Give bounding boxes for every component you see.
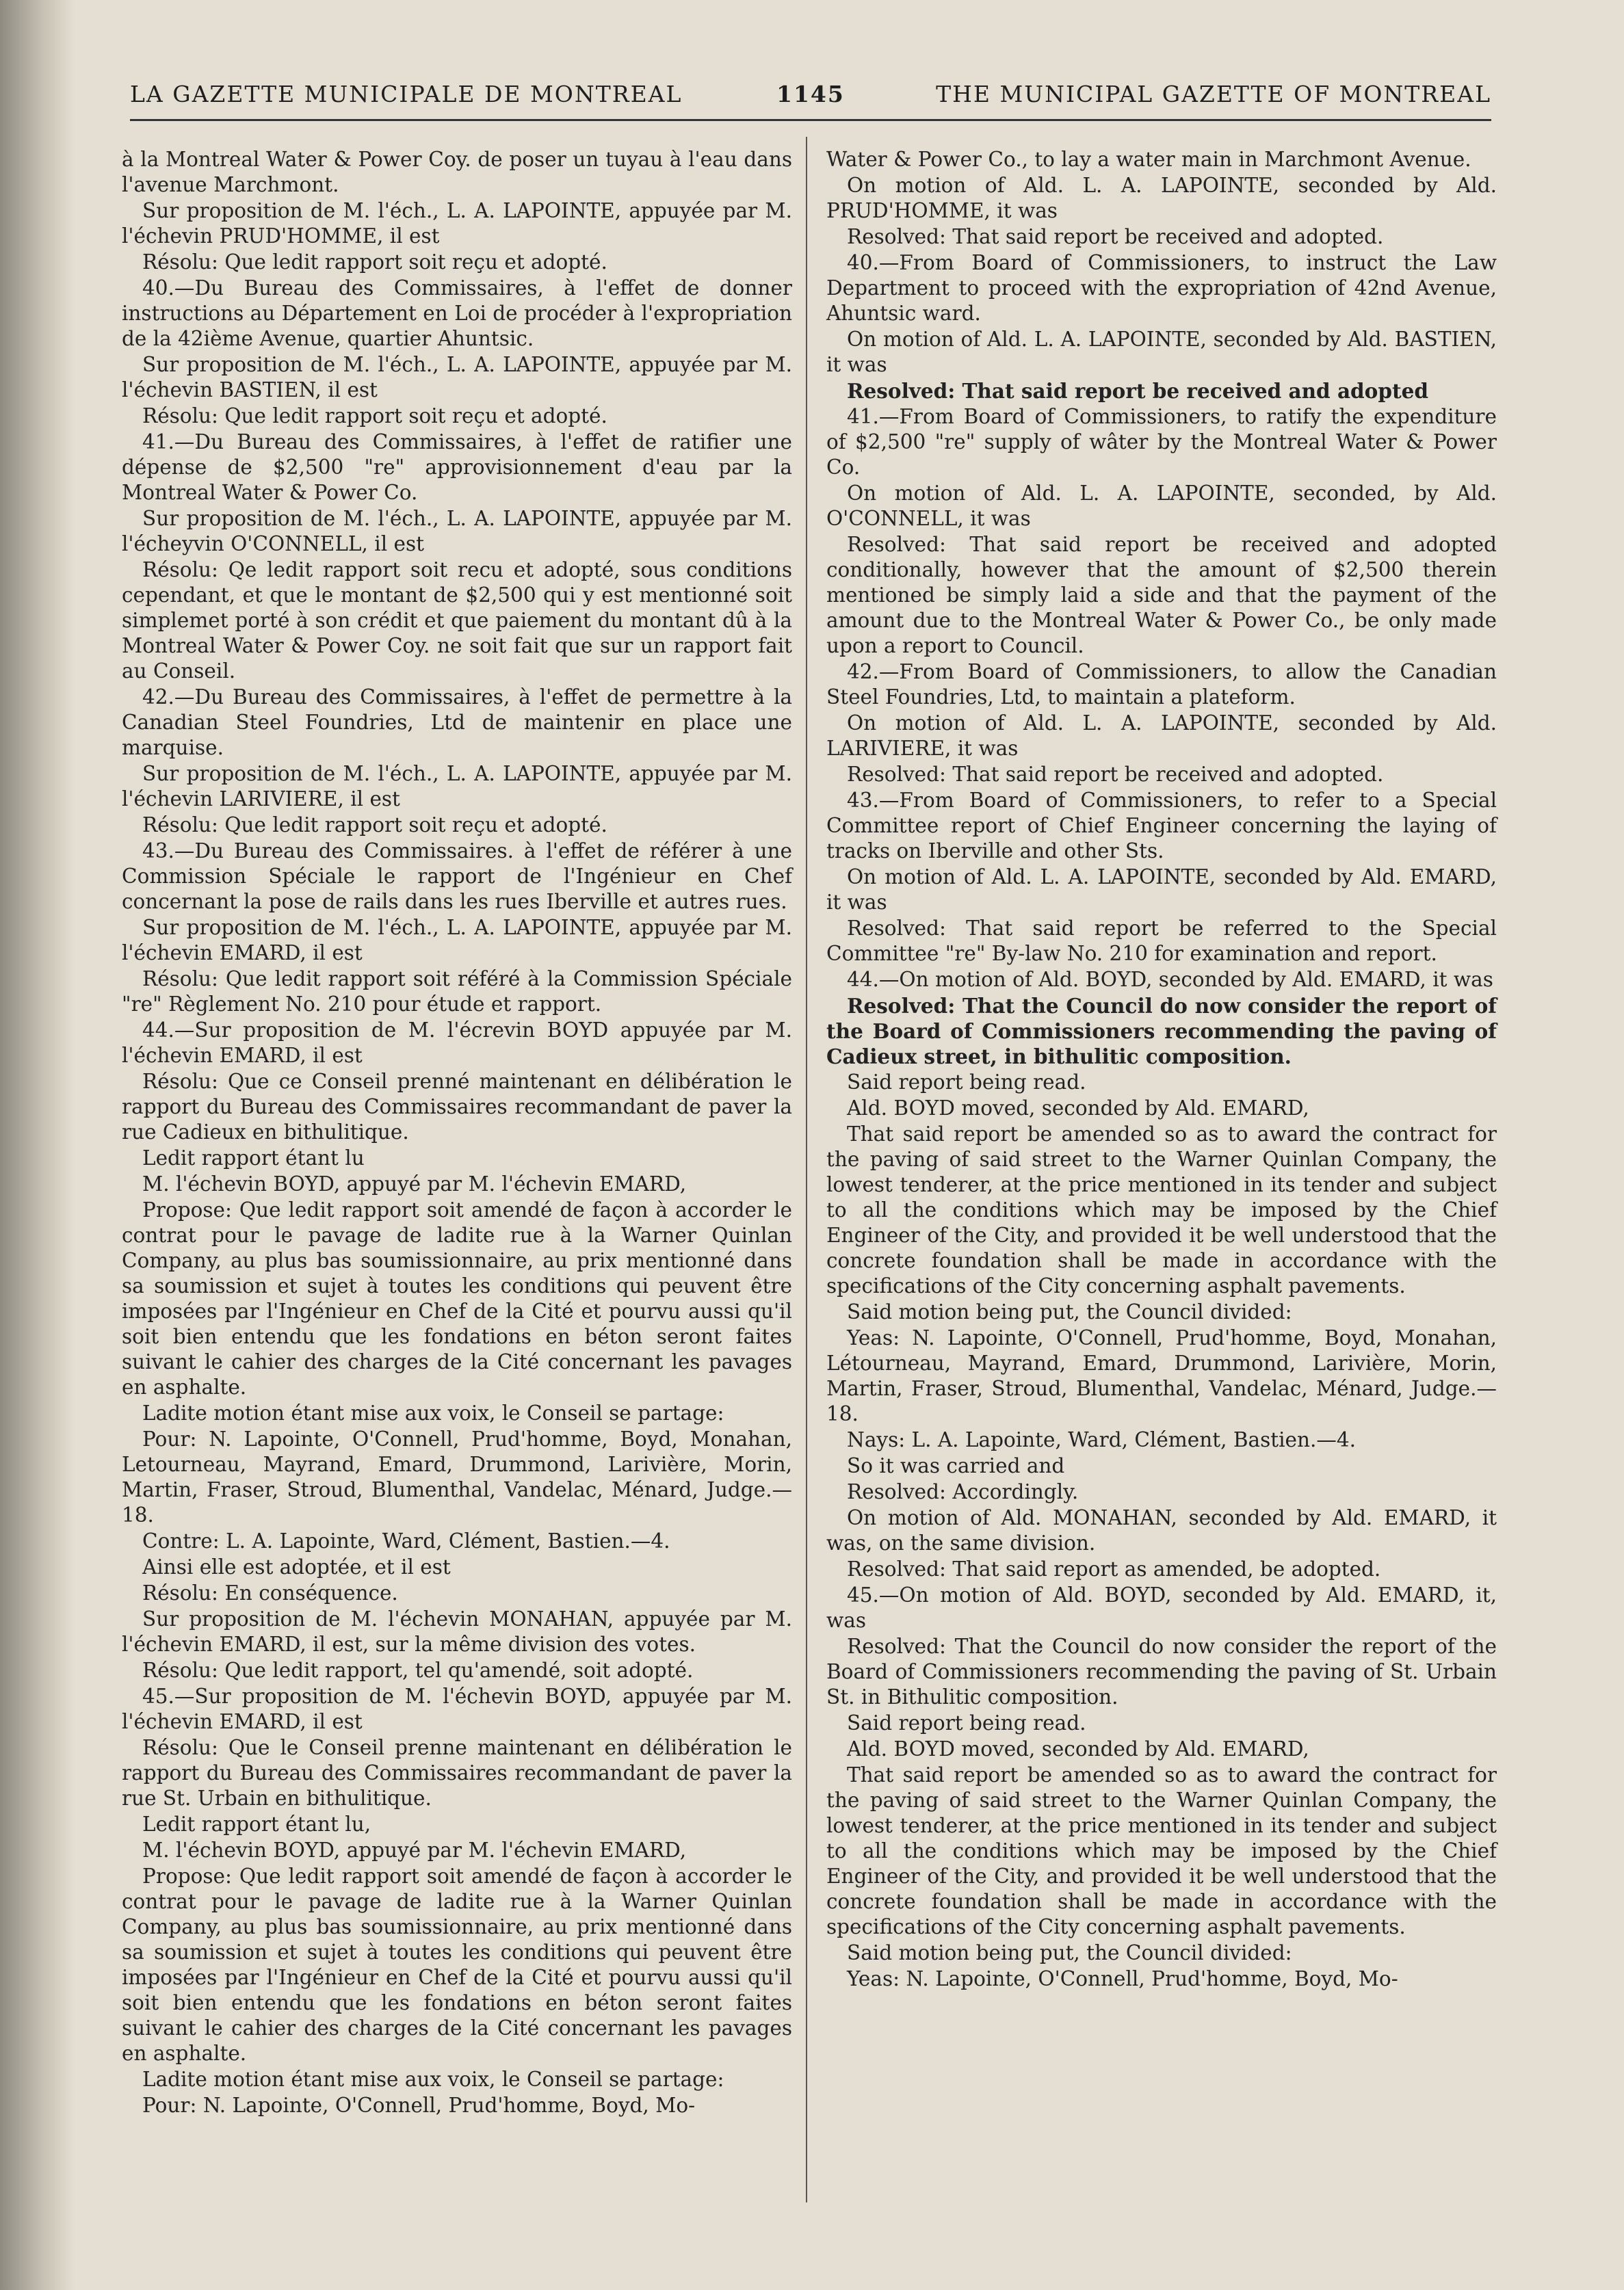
binding-shadow — [0, 0, 75, 2290]
french-paragraph: Pour: N. Lapointe, O'Connell, Prud'homme, Boyd, Mo- — [142, 2094, 696, 2117]
english-paragraph: 45.—On motion of Ald. BOYD, seconded by Ald. EMARD, it, was — [826, 1583, 1497, 1632]
english-paragraph: Resolved: That said report as amended, be adopted. — [847, 1557, 1381, 1581]
french-paragraph: Résolu: Que ledit rapport soit référé à la Commission Spéciale "re" Règlement No. 210 pour étude et rapport. — [122, 967, 792, 1016]
english-paragraph: Said motion being put, the Council divided: — [847, 1941, 1292, 1964]
french-paragraph: Résolu: Qe ledit rapport soit recu et adopté, sous conditions cependant, et que le montant de $2,500 qui y est mentionné soit simplemet porté à son crédit et que paiement du montant dû à la Montreal Water & Power Coy. ne soit fait que sur un rapport fait au Conseil. — [122, 558, 792, 683]
english-paragraph: Water & Power Co., to lay a water main in Marchmont Avenue. — [826, 148, 1471, 171]
french-column — [122, 147, 792, 2119]
french-paragraph: Résolu: Que ledit rapport, tel qu'amendé, soit adopté. — [142, 1659, 694, 1682]
english-paragraph: Ald. BOYD moved, seconded by Ald. EMARD, — [847, 1096, 1309, 1120]
english-paragraph: Nays: L. A. Lapointe, Ward, Clément, Bastien.—4. — [847, 1428, 1357, 1451]
french-paragraph: Résolu: Que ledit rapport soit reçu et adopté. — [142, 250, 607, 274]
french-paragraph: 41.—Du Bureau des Commissaires, à l'effet de ratifier une dépense de $2,500 "re" approvisionnement d'eau par la Montreal Water & Power Co. — [122, 430, 792, 504]
french-paragraph: Sur proposition de M. l'éch., L. A. LAPOINTE, appuyée par M. l'échevin PRUD'HOMME, il est — [122, 199, 792, 248]
english-paragraph: 42.—From Board of Commissioners, to allow the Canadian Steel Foundries, Ltd, to maintain a plateform. — [826, 660, 1497, 709]
french-paragraph: Sur proposition de M. l'éch., L. A. LAPOINTE, appuyée par M. l'échevin EMARD, il est — [122, 916, 792, 964]
french-paragraph: 43.—Du Bureau des Commissaires. à l'effet de référer à une Commission Spéciale le rapport de l'Ingénieur en Chef concernant la pose de rails dans les rues Iberville et autres rues. — [122, 839, 792, 913]
french-paragraph: Résolu: Que ce Conseil prenné maintenant en délibération le rapport du Bureau des Commissaires recommandant de paver la rue Cadieux en bithulitique. — [122, 1070, 792, 1144]
english-paragraph: On motion of Ald. L. A. LAPOINTE, seconded by Ald. BASTIEN, it was — [826, 328, 1497, 376]
french-paragraph: Ledit rapport étant lu, — [142, 1813, 371, 1836]
french-paragraph: 45.—Sur proposition de M. l'échevin BOYD, appuyée par M. l'échevin EMARD, il est — [122, 1685, 792, 1733]
running-header — [130, 81, 1491, 122]
french-paragraph: 44.—Sur proposition de M. l'écrevin BOYD appuyée par M. l'échevin EMARD, il est — [122, 1018, 792, 1067]
french-paragraph: Propose: Que ledit rapport soit amendé de façon à accorder le contrat pour le pavage de ladite rue à la Warner Quinlan Company, au plus bas soumissionnaire, au prix mentionné dans sa soumission et sujet à toutes les conditions qui peuvent être imposées par l'Ingénieur en Chef de la Cité et pourvu aussi qu'il soit bien entendu que les fondations en béton seront faites suivant le cahier des charges de la Cité concernant les pavages en asphalte. — [122, 1198, 792, 1399]
english-paragraph: Resolved: That the Council do now consider the report of the Board of Commissioners recommending the paving of St. Urbain St. in Bithulitic composition. — [826, 1635, 1497, 1709]
english-paragraph: 40.—From Board of Commissioners, to instruct the Law Department to proceed with the expropriation of 42nd Avenue, Ahuntsic ward. — [826, 251, 1497, 325]
french-paragraph: Résolu: En conséquence. — [142, 1581, 398, 1605]
french-paragraph: Sur proposition de M. l'éch., L. A. LAPOINTE, appuyée par M. l'écheyvin O'CONNELL, il est — [122, 507, 792, 555]
english-paragraph: Ald. BOYD moved, seconded by Ald. EMARD, — [847, 1737, 1309, 1761]
french-paragraph: Sur proposition de M. l'éch., L. A. LAPOINTE, appuyée par M. l'échevin BASTIEN, il est — [122, 353, 792, 402]
column-divider — [806, 137, 807, 2202]
english-paragraph: On motion of Ald. L. A. LAPOINTE, seconded by Ald. PRUD'HOMME, it was — [826, 174, 1497, 222]
french-paragraph: 42.—Du Bureau des Commissaires, à l'effet de permettre à la Canadian Steel Foundries, Ltd de maintenir en place une marquise. — [122, 685, 792, 759]
english-paragraph: On motion of Ald. L. A. LAPOINTE, seconded, by Ald. O'CONNELL, it was — [826, 482, 1497, 530]
french-paragraph: Résolu: Que le Conseil prenne maintenant en délibération le rapport du Bureau des Commissaires recommandant de paver la rue St. Urbain en bithulitique. — [122, 1736, 792, 1810]
english-paragraph: Resolved: That the Council do now consider the report of the Board of Commissioners recommending the paving of Cadieux street, in bithulitic composition. — [826, 994, 1497, 1068]
english-paragraph: Resolved: That said report be received and adopted. — [847, 225, 1384, 248]
page-number: 1145 — [776, 81, 845, 107]
french-paragraph: Pour: N. Lapointe, O'Connell, Prud'homme, Boyd, Monahan, Letourneau, Mayrand, Emard, Drummond, Larivière, Morin, Martin, Fraser, Stroud, Blumenthal, Vandelac, Ménard, Judge.—18. — [122, 1427, 792, 1527]
french-paragraph: Ladite motion étant mise aux voix, le Conseil se partage: — [142, 2068, 724, 2091]
english-paragraph: Yeas: N. Lapointe, O'Connell, Prud'homme, Boyd, Mo- — [847, 1967, 1398, 1990]
french-paragraph: Résolu: Que ledit rapport soit reçu et adopté. — [142, 813, 607, 837]
english-paragraph: Resolved: That said report be received and adopted. — [847, 763, 1384, 786]
english-paragraph: Said motion being put, the Council divided: — [847, 1300, 1292, 1324]
english-paragraph: Resolved: That said report be received and adopted conditionally, however that the amount of $2,500 therein mentioned be simply laid a side and that the payment of the amount due to the Montreal Water & Power Co., be only made upon a report to Council. — [826, 533, 1497, 657]
english-paragraph: On motion of Ald. L. A. LAPOINTE, seconded by Ald. EMARD, it was — [826, 865, 1497, 914]
header-rule — [130, 119, 1491, 121]
french-paragraph: Résolu: Que ledit rapport soit reçu et adopté. — [142, 404, 607, 427]
english-paragraph: That said report be amended so as to award the contract for the paving of said street to the Warner Quinlan Company, the lowest tenderer, at the price mentioned in its tender and subject to all the conditions which may be imposed by the Chief Engineer of the City, and provided it be well understood that the concrete foundation shall be made in accordance with the specifications of the City concerning asphalt pavements. — [826, 1122, 1497, 1298]
english-paragraph: Resolved: That said report be referred to the Special Committee "re" By-law No. 210 for examination and report. — [826, 917, 1497, 965]
french-paragraph: Sur proposition de M. l'éch., L. A. LAPOINTE, appuyée par M. l'échevin LARIVIERE, il est — [122, 762, 792, 811]
english-paragraph: Resolved: Accordingly. — [847, 1480, 1079, 1503]
english-paragraph: On motion of Ald. L. A. LAPOINTE, seconded by Ald. LARIVIERE, it was — [826, 711, 1497, 760]
english-column — [826, 147, 1497, 1992]
french-paragraph: Ledit rapport étant lu — [142, 1146, 365, 1170]
french-paragraph: Ladite motion étant mise aux voix, le Conseil se partage: — [142, 1401, 724, 1425]
english-paragraph: Said report being read. — [847, 1070, 1086, 1094]
english-paragraph: 43.—From Board of Commissioners, to refer to a Special Committee report of Chief Engineer concerning the laying of tracks on Iberville and other Sts. — [826, 789, 1497, 863]
french-paragraph: 40.—Du Bureau des Commissaires, à l'effet de donner instructions au Département en Loi de procéder à l'expropriation de la 42ième Avenue, quartier Ahuntsic. — [122, 276, 792, 350]
french-paragraph: M. l'échevin BOYD, appuyé par M. l'échevin EMARD, — [142, 1839, 687, 1862]
english-paragraph: On motion of Ald. MONAHAN, seconded by Ald. EMARD, it was, on the same division. — [826, 1506, 1497, 1555]
french-paragraph: à la Montreal Water & Power Coy. de poser un tuyau à l'eau dans l'avenue Marchmont. — [122, 148, 792, 196]
english-paragraph: That said report be amended so as to award the contract for the paving of said street to the Warner Quinlan Company, the lowest tenderer, at the price mentioned in its tender and subject to all the conditions which may be imposed by the Chief Engineer of the City, and provided it be well understood that the concrete foundation shall be made in accordance with the specifications of the City concerning asphalt pavements. — [826, 1763, 1497, 1938]
english-paragraph: 44.—On motion of Ald. BOYD, seconded by Ald. EMARD, it was — [847, 968, 1493, 991]
french-paragraph: Sur proposition de M. l'échevin MONAHAN, appuyée par M. l'échevin EMARD, il est, sur la même division des votes. — [122, 1607, 792, 1656]
english-paragraph: Yeas: N. Lapointe, O'Connell, Prud'homme, Boyd, Monahan, Létourneau, Mayrand, Emard, Drummond, Larivière, Morin, Martin, Fraser, Stroud, Blumenthal, Vandelac, Ménard, Judge.—18. — [826, 1326, 1497, 1425]
english-paragraph: So it was carried and — [847, 1454, 1065, 1477]
french-paragraph: Propose: Que ledit rapport soit amendé de façon à accorder le contrat pour le pavage de ladite rue à la Warner Quinlan Company, au plus bas soumissionnaire, au prix mentionné dans sa soumission et sujet à toutes les conditions qui peuvent être imposées par l'Ingénieur en Chef de la Cité et pourvu aussi qu'il soit bien entendu que les fondations en béton seront faites suivant le cahier des charges de la Cité concernant les pavages en asphalte. — [122, 1865, 792, 2065]
french-paragraph: M. l'échevin BOYD, appuyé par M. l'échevin EMARD, — [142, 1172, 687, 1196]
french-paragraph: Contre: L. A. Lapointe, Ward, Clément, Bastien.—4. — [142, 1529, 670, 1553]
english-paragraph: 41.—From Board of Commissioners, to ratify the expenditure of $2,500 "re" supply of wâter by the Montreal Water & Power Co. — [826, 405, 1497, 479]
header-french-title: LA GAZETTE MUNICIPALE DE MONTREAL — [130, 81, 683, 107]
french-paragraph: Ainsi elle est adoptée, et il est — [142, 1555, 451, 1579]
english-paragraph: Resolved: That said report be received and adopted — [847, 379, 1429, 403]
english-paragraph: Said report being read. — [847, 1711, 1086, 1735]
header-english-title: THE MUNICIPAL GAZETTE OF MONTREAL — [936, 81, 1491, 107]
